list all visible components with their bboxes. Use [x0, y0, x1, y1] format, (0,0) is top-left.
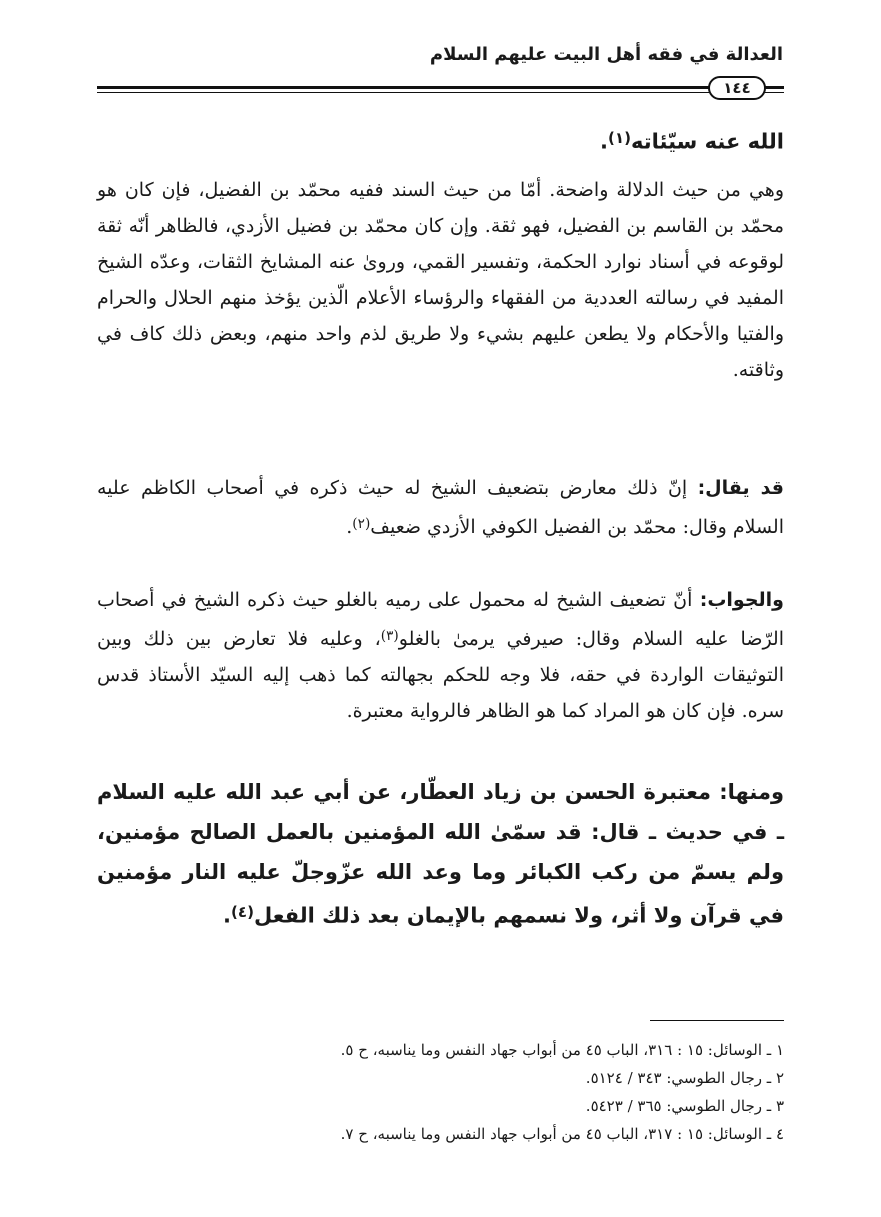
answer-text-1: أنّ تضعيف الشيخ له محمول على رميه بالغلو حيث ذكره الشيخ في أصحاب الرّضا عليه السلام وقال: صيرفي يرمىٰ بالغلو — [97, 589, 785, 650]
fragment-end: . — [600, 129, 608, 154]
footnote-ref-1[interactable]: (١) — [607, 129, 632, 147]
footnote-ref-3[interactable]: (٣) — [380, 628, 399, 644]
objection-lead: قد يقال: — [697, 477, 784, 499]
footnote-4: ٤ ـ الوسائل: ١٥ : ٣١٧، الباب ٤٥ من أبواب جهاد النفس وما يناسبه، ح ٧. — [340, 1125, 784, 1143]
footnote-separator — [650, 1020, 784, 1021]
paragraph-hadith — [97, 772, 784, 935]
hadith-end: . — [223, 903, 231, 928]
paragraph-answer — [97, 582, 784, 729]
footnote-1: ١ ـ الوسائل: ١٥ : ٣١٦، الباب ٤٥ من أبواب جهاد النفس وما يناسبه، ح ٥. — [340, 1041, 784, 1059]
page-number: ١٤٤ — [708, 76, 766, 100]
hadith-text: ومنها: معتبرة الحسن بن زياد العطّار، عن أبي عبد الله عليه السلام ـ في حديث ـ قال: قد سمّىٰ الله المؤمنين بالعمل الصالح مؤمنين، ولم يسمّ من ركب الكبائر وما وعد الله عزّوجلّ عليه النار مؤمنين في قرآن ولا أثر، ولا نسمهم بالإيمان بعد ذلك الفعل — [97, 780, 784, 928]
footnote-3: ٣ ـ رجال الطوسي: ٣٦٥ / ٥٤٢٣. — [585, 1097, 784, 1115]
footnote-ref-4[interactable]: (٤) — [230, 903, 255, 921]
answer-text-2: ، وعليه فلا تعارض بين ذلك وبين التوثيقات الواردة في حقه، فلا وجه للحكم بجهالته كما ذهب إليه السيّد الأستاذ قدس سره. فإن كان هو المراد كما هو الظاهر فالرواية معتبرة. — [97, 627, 784, 722]
header-rule-thin — [97, 92, 784, 93]
paragraph-sanad: وهي من حيث الدلالة واضحة. أمّا من حيث السند ففيه محمّد بن الفضيل، فإن كان هو محمّد بن القاسم بن الفضيل، فهو ثقة. وإن كان محمّد بن فضيل الأزدي، فالظاهر أنّه ثقة لوقوعه في أسناد نوارد الحكمة، وتفسير القمي، وروىٰ عنه المشايخ الثقات، وعدّه الشيخ المفيد في رسالته العددية من الفقهاء والرؤساء الأعلام الّذين يؤخذ منهم الحلال والحرام والفتيا والأحكام ولا يطعن عليهم بشيء ولا طريق لذم واحد منهم، وبعض ذلك كاف في وثاقته. — [97, 179, 784, 381]
running-title: العدالة في فقه أهل البيت عليهم السلام — [429, 44, 783, 65]
answer-lead: والجواب: — [699, 589, 784, 611]
fragment-text: الله عنه سيّئاته — [631, 129, 784, 154]
objection-text: إنّ ذلك معارض بتضعيف الشيخ له حيث ذكره في أصحاب الكاظم عليه السلام وقال: محمّد بن الفضيل الكوفي الأزدي ضعيف — [97, 477, 784, 538]
footnotes-list — [97, 1036, 784, 1148]
paragraph-objection — [97, 470, 784, 545]
objection-end: . — [346, 515, 353, 538]
footnote-2: ٢ ـ رجال الطوسي: ٣٤٣ / ٥١٢٤. — [585, 1069, 784, 1087]
header-rule-thick — [97, 86, 784, 89]
continued-fragment — [97, 118, 784, 161]
footnote-ref-2[interactable]: (٢) — [352, 516, 371, 532]
